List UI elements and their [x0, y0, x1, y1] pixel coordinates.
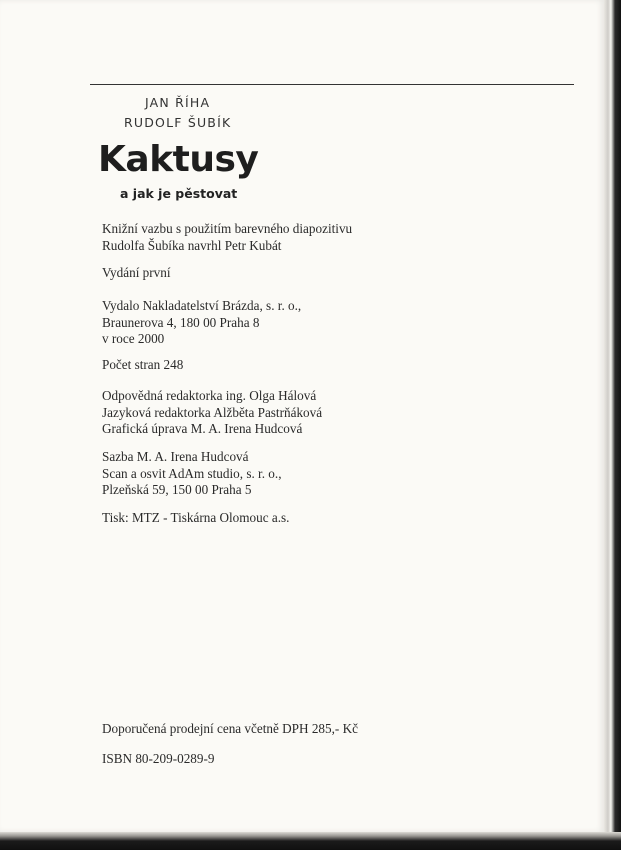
- print-line: Tisk: MTZ - Tiskárna Olomouc a.s.: [102, 510, 290, 525]
- book-subtitle: a jak je pěstovat: [120, 186, 238, 201]
- cover-credit-line: Knižní vazbu s použitím barevného diapozitivu: [102, 221, 353, 236]
- isbn-line: ISBN 80-209-0289-9: [102, 751, 215, 766]
- editor-line: Grafická úprava M. A. Irena Hudcová: [102, 421, 303, 436]
- edition-line: Vydání první: [102, 265, 171, 280]
- cover-credit: [102, 221, 352, 254]
- editors-block: [102, 388, 322, 438]
- publisher-line: Braunerova 4, 180 00 Praha 8: [102, 314, 260, 330]
- header-rule: [90, 84, 574, 85]
- typesetting-line: Plzeňská 59, 150 00 Praha 5: [102, 482, 252, 497]
- edition: [102, 265, 171, 282]
- cover-credit-line: Rudolfa Šubíka navrhl Petr Kubát: [102, 237, 282, 253]
- author-2: RUDOLF ŠUBÍK: [124, 115, 232, 130]
- page-count-line: Počet stran 248: [102, 357, 184, 372]
- typesetting-line: Scan a osvit AdAm studio, s. r. o.,: [102, 465, 282, 481]
- print-info: [102, 510, 289, 527]
- publisher-line: Vydalo Nakladatelství Brázda, s. r. o.,: [102, 298, 302, 313]
- page-edge: [604, 0, 621, 850]
- editor-line: Jazyková redaktorka Alžběta Pastrňáková: [102, 404, 323, 420]
- price-info: [102, 721, 358, 738]
- price-line: Doporučená prodejní cena včetně DPH 285,- Kč: [102, 721, 358, 736]
- book-title: Kaktusy: [98, 139, 259, 180]
- author-1: JAN ŘÍHA: [145, 95, 211, 110]
- page-bottom-edge: [0, 832, 621, 850]
- editor-line: Odpovědná redaktorka ing. Olga Hálová: [102, 388, 317, 403]
- typesetting-block: [102, 449, 282, 499]
- isbn-info: [102, 751, 214, 768]
- page-count: [102, 357, 183, 374]
- typesetting-line: Sazba M. A. Irena Hudcová: [102, 449, 249, 464]
- publisher-line: v roce 2000: [102, 331, 165, 346]
- publisher-block: [102, 298, 301, 348]
